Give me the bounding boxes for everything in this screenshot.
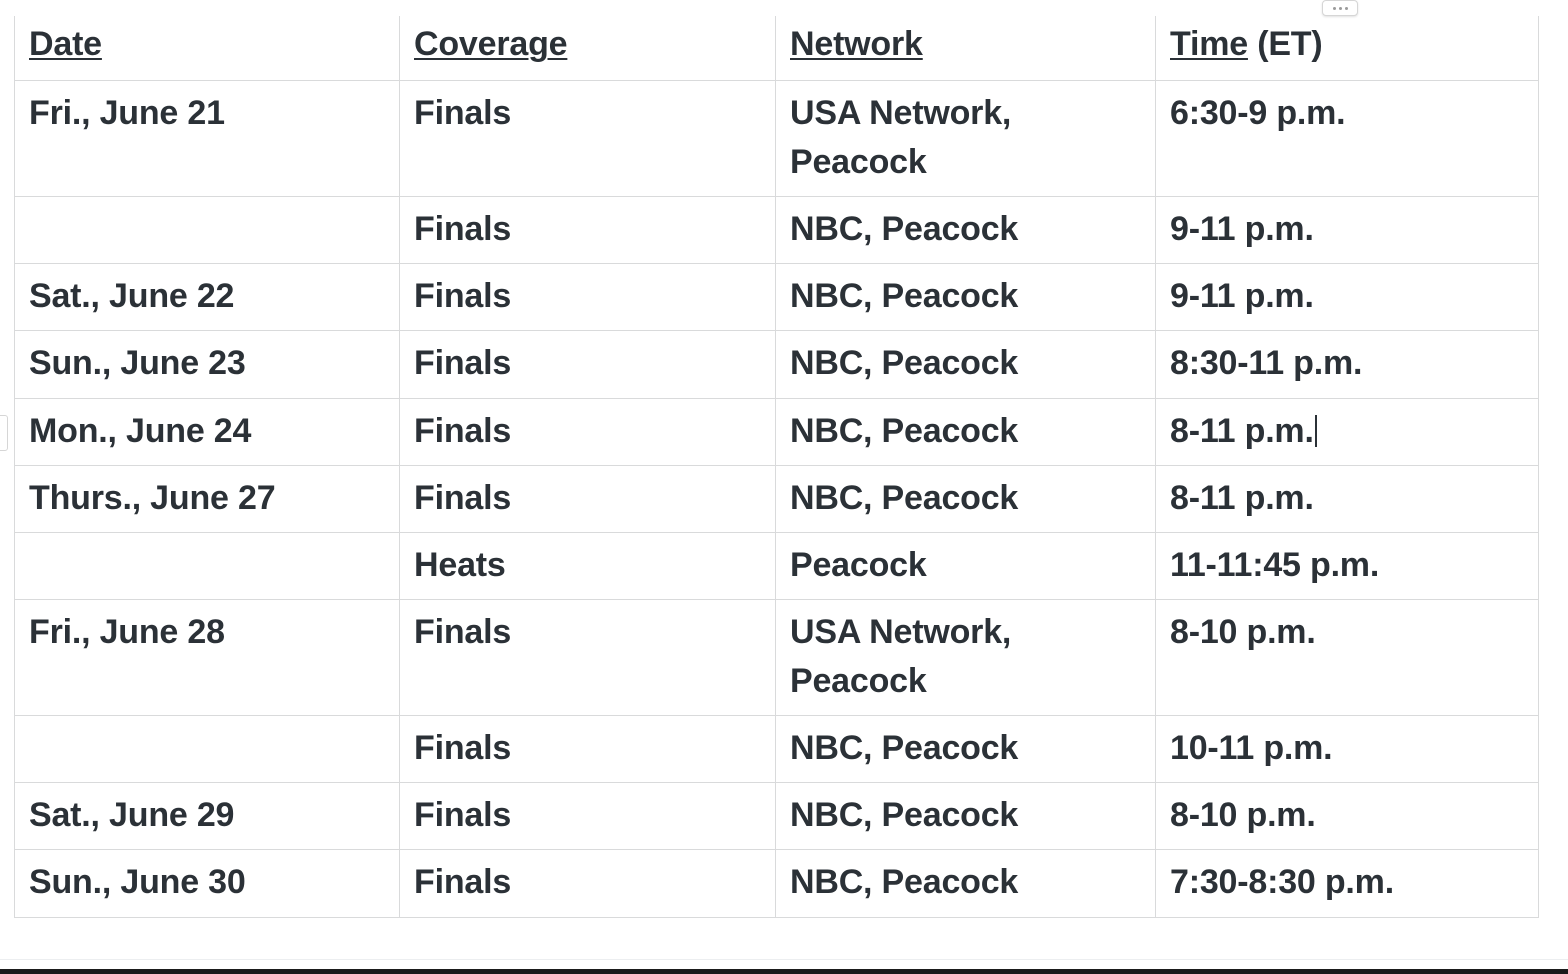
cell-time[interactable]: 8-11 p.m. [1156, 465, 1539, 532]
drag-dot [1333, 7, 1336, 10]
cell-time[interactable]: 9-11 p.m. [1156, 264, 1539, 331]
cell-date[interactable]: Sat., June 29 [15, 783, 400, 850]
table-row[interactable] [15, 600, 1539, 716]
schedule-table-container [14, 16, 1538, 918]
drag-dot [1339, 7, 1342, 10]
table-row[interactable] [15, 465, 1539, 532]
cell-date[interactable] [15, 533, 400, 600]
cell-time[interactable]: 8-11 p.m. [1156, 398, 1539, 465]
table-row[interactable] [15, 398, 1539, 465]
table-row[interactable] [15, 715, 1539, 782]
cell-coverage[interactable]: Finals [400, 81, 776, 197]
table-row[interactable] [15, 783, 1539, 850]
cell-date[interactable]: Sat., June 22 [15, 264, 400, 331]
cell-date[interactable]: Sun., June 30 [15, 850, 400, 917]
cell-network[interactable]: NBC, Peacock [776, 715, 1156, 782]
column-header-date [15, 16, 400, 81]
table-row[interactable] [15, 196, 1539, 263]
cell-date[interactable]: Thurs., June 27 [15, 465, 400, 532]
cell-network[interactable]: USA Network, Peacock [776, 81, 1156, 197]
column-header-coverage-label: Coverage [414, 25, 568, 63]
cell-time[interactable]: 10-11 p.m. [1156, 715, 1539, 782]
column-header-network [776, 16, 1156, 81]
cell-coverage[interactable]: Finals [400, 196, 776, 263]
cell-coverage[interactable]: Finals [400, 783, 776, 850]
cell-time[interactable]: 7:30-8:30 p.m. [1156, 850, 1539, 917]
table-row[interactable] [15, 533, 1539, 600]
left-resize-handle-icon[interactable] [0, 415, 8, 451]
cell-network[interactable]: NBC, Peacock [776, 850, 1156, 917]
cell-network[interactable]: NBC, Peacock [776, 331, 1156, 398]
cell-time[interactable]: 8:30-11 p.m. [1156, 331, 1539, 398]
cell-time[interactable]: 8-10 p.m. [1156, 600, 1539, 716]
cell-coverage[interactable]: Heats [400, 533, 776, 600]
column-header-time-suffix: (ET) [1247, 25, 1323, 63]
cell-coverage[interactable]: Finals [400, 264, 776, 331]
cell-time[interactable]: 9-11 p.m. [1156, 196, 1539, 263]
cell-network[interactable]: Peacock [776, 533, 1156, 600]
column-header-date-label: Date [29, 25, 102, 63]
table-body [15, 81, 1539, 917]
cell-coverage[interactable]: Finals [400, 850, 776, 917]
cell-time[interactable]: 11-11:45 p.m. [1156, 533, 1539, 600]
cell-date[interactable] [15, 715, 400, 782]
cell-date[interactable]: Fri., June 21 [15, 81, 400, 197]
table-row[interactable] [15, 81, 1539, 197]
page-bottom-edge [0, 959, 1568, 974]
cell-network[interactable]: NBC, Peacock [776, 196, 1156, 263]
cell-date[interactable] [15, 196, 400, 263]
column-header-coverage [400, 16, 776, 81]
column-header-time-label: Time [1170, 25, 1248, 63]
column-header-network-label: Network [790, 25, 923, 63]
cell-coverage[interactable]: Finals [400, 331, 776, 398]
cell-time[interactable]: 6:30-9 p.m. [1156, 81, 1539, 197]
cell-time[interactable]: 8-10 p.m. [1156, 783, 1539, 850]
schedule-table [14, 16, 1539, 918]
drag-dot [1345, 7, 1348, 10]
text-cursor [1315, 415, 1317, 447]
cell-coverage[interactable]: Finals [400, 715, 776, 782]
table-header-row [15, 16, 1539, 81]
table-drag-handle-icon[interactable] [1322, 0, 1358, 16]
cell-network[interactable]: USA Network, Peacock [776, 600, 1156, 716]
cell-coverage[interactable]: Finals [400, 600, 776, 716]
column-header-time [1156, 16, 1539, 81]
cell-network[interactable]: NBC, Peacock [776, 465, 1156, 532]
cell-network[interactable]: NBC, Peacock [776, 398, 1156, 465]
cell-network[interactable]: NBC, Peacock [776, 783, 1156, 850]
cell-coverage[interactable]: Finals [400, 398, 776, 465]
cell-date[interactable]: Mon., June 24 [15, 398, 400, 465]
cell-date[interactable]: Sun., June 23 [15, 331, 400, 398]
cell-coverage[interactable]: Finals [400, 465, 776, 532]
table-header [15, 16, 1539, 81]
cell-date[interactable]: Fri., June 28 [15, 600, 400, 716]
table-row[interactable] [15, 850, 1539, 917]
cell-network[interactable]: NBC, Peacock [776, 264, 1156, 331]
table-row[interactable] [15, 331, 1539, 398]
table-row[interactable] [15, 264, 1539, 331]
